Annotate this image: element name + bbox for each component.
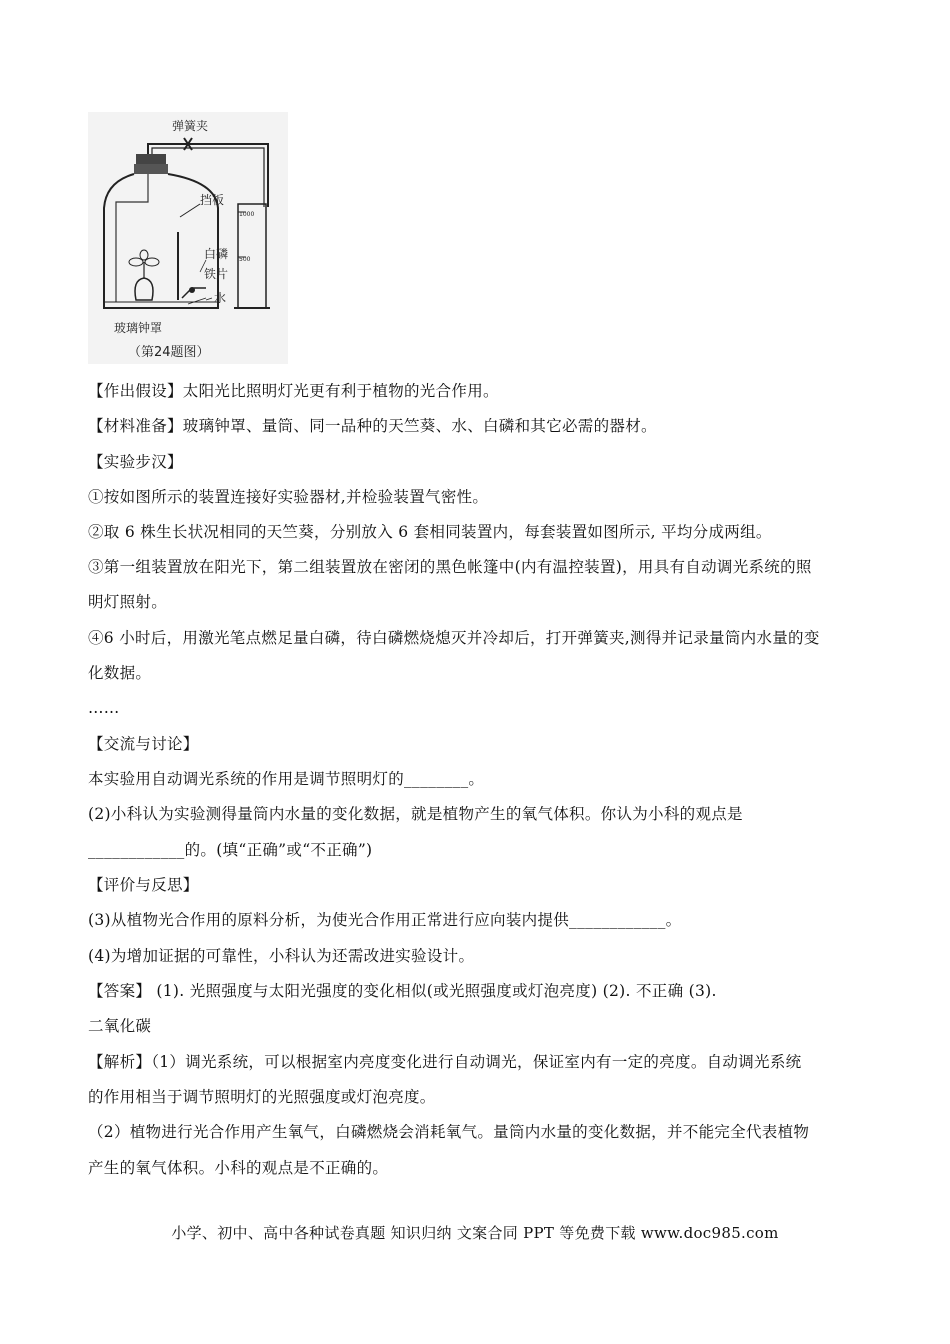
footer-text: 小学、初中、高中各种试卷真题 知识归纳 文案合同 PPT 等免费下载 www.doc985.com [171, 1224, 779, 1242]
clamp-label: 弹簧夹 [172, 119, 209, 133]
materials-line: 【材料准备】玻璃钟罩、量筒、同一品种的天竺葵、水、白磷和其它必需的器材。 [88, 417, 657, 435]
water-label: 水 [214, 291, 227, 305]
cylinder-tick-500: 500 [239, 256, 251, 263]
ellipsis-line: …… [88, 699, 120, 717]
experiment-apparatus-figure [88, 112, 288, 364]
jar-label: 玻璃钟罩 [114, 321, 163, 335]
step-3: ③第一组装置放在阳光下，第二组装置放在密闭的黑色帐篷中(内有温控装置)，用具有自动调光系统的照 [88, 558, 812, 576]
step-2: ②取 6 株生长状况相同的天竺葵，分别放入 6 套相同装置内，每套装置如图所示, 平均分成两组。 [88, 523, 772, 541]
analysis-line-1: 【解析】（1）调光系统，可以根据室内亮度变化进行自动调光，保证室内有一定的亮度。自动调光系统 [88, 1053, 802, 1071]
discussion-heading: 【交流与讨论】 [88, 735, 199, 753]
question-1: 本实验用自动调光系统的作用是调节照明灯的________。 [88, 770, 485, 788]
question-3: (3)从植物光合作用的原料分析，为使光合作用正常进行应向装内提供____________。 [88, 911, 682, 929]
baffle-label: 挡板 [200, 193, 225, 207]
analysis-line-2: 的作用相当于调节照明灯的光照强度或灯泡亮度。 [88, 1088, 436, 1106]
step-4: ④6 小时后，用激光笔点燃足量白磷，待白磷燃烧熄灭并冷却后，打开弹簧夹,测得并记录量筒内水量的变 [88, 629, 820, 647]
question-4: (4)为增加证据的可靠性，小科认为还需改进实验设计。 [88, 947, 475, 965]
step-4-cont: 化数据。 [88, 664, 152, 682]
phosphorus-label: 白磷 [204, 247, 229, 261]
question-2: (2)小科认为实验测得量筒内水量的变化数据，就是植物产生的氧气体积。你认为小科的观点是 [88, 805, 743, 823]
analysis-line-4: 产生的氧气体积。小科的观点是不正确的。 [88, 1159, 389, 1177]
question-2-cont: ____________的。(填“正确”或“不正确”) [88, 841, 373, 859]
steps-heading: 【实验步汉】 [88, 453, 183, 471]
cylinder-tick-1000: 1000 [239, 211, 255, 218]
figure-caption: （第24题图） [128, 345, 210, 360]
analysis-line-3: （2）植物进行光合作用产生氧气，白磷燃烧会消耗氧气。量筒内水量的变化数据，并不能完全代表植物 [88, 1123, 810, 1141]
step-1: ①按如图所示的装置连接好实验器材,并检验装置气密性。 [88, 488, 489, 506]
hypothesis-line: 【作出假设】太阳光比照明灯光更有利于植物的光合作用。 [88, 382, 499, 400]
reflection-heading: 【评价与反思】 [88, 876, 199, 894]
iron-plate-label: 铁片 [204, 267, 229, 281]
step-3-cont: 明灯照射。 [88, 593, 168, 611]
apparatus-diagram [88, 112, 288, 364]
answer-line: 【答案】 (1). 光照强度与太阳光强度的变化相似(或光照强度或灯泡亮度) (2). 不正确 (3). [88, 982, 717, 1000]
answer-line-cont: 二氧化碳 [88, 1017, 152, 1035]
